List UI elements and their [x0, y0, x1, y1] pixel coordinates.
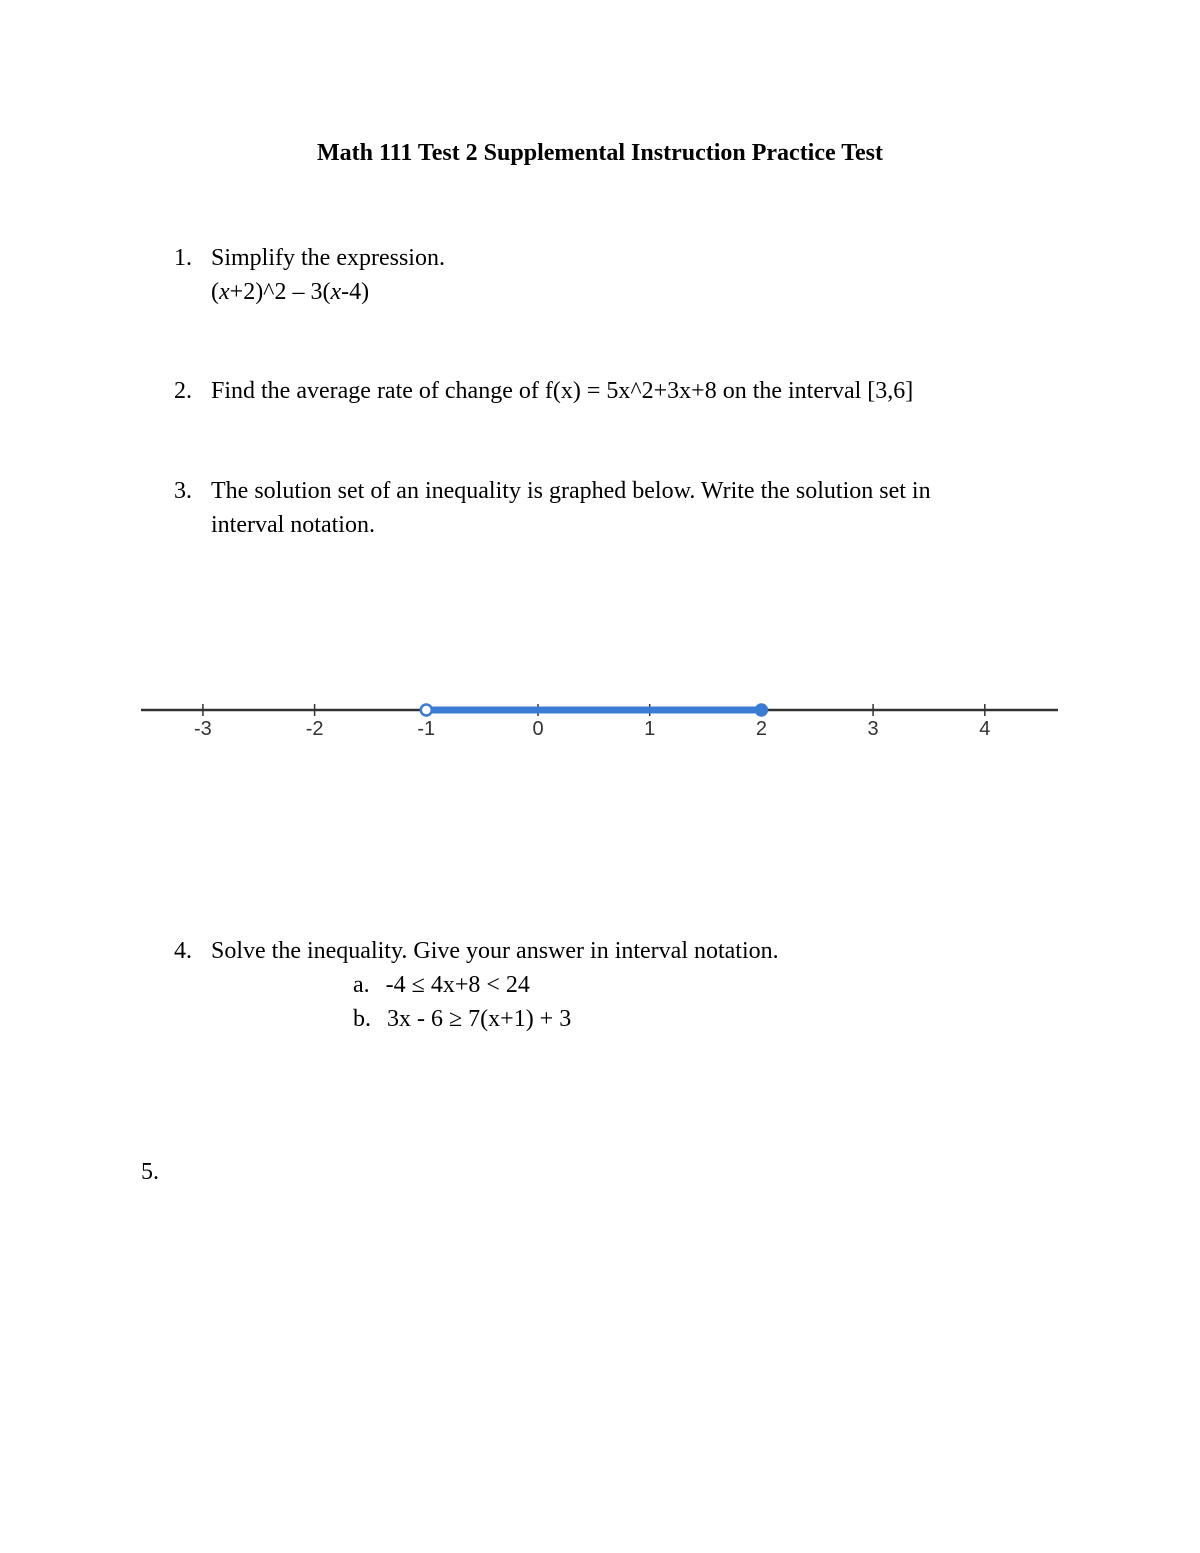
- closed-endpoint: [756, 705, 767, 716]
- question-number: 5.: [141, 1159, 159, 1185]
- tick-label: 1: [644, 718, 656, 740]
- question-text-continued: interval notation.: [211, 512, 375, 538]
- question-expression: (x+2)^2 – 3(x-4): [211, 279, 370, 305]
- part-label: b.: [353, 1006, 371, 1032]
- tick-label: -3: [194, 718, 212, 740]
- part-text: -4 ≤ 4x+8 < 24: [385, 972, 530, 998]
- number-line: [0, 680, 1200, 760]
- tick-label: 4: [979, 718, 991, 740]
- question-number: 3.: [174, 478, 192, 504]
- question-4a: [353, 968, 530, 1002]
- tick-label: 0: [532, 718, 544, 740]
- question-text: Solve the inequality. Give your answer in interval notation.: [211, 938, 779, 964]
- tick-label: -2: [305, 718, 324, 740]
- question-4b: [353, 1002, 571, 1036]
- part-label: a.: [353, 972, 370, 998]
- page-title: Math 111 Test 2 Supplemental Instruction Practice Test: [316, 140, 884, 166]
- open-endpoint: [421, 705, 432, 716]
- question-text: Simplify the expression.: [211, 245, 445, 271]
- question-text: The solution set of an inequality is graphed below. Write the solution set in: [211, 478, 931, 504]
- tick-label: 2: [755, 718, 767, 740]
- tick-label: 3: [867, 718, 879, 740]
- question-number: 4.: [174, 938, 192, 964]
- question-number: 2.: [174, 378, 192, 404]
- tick-label: -1: [417, 718, 436, 740]
- part-text: 3x - 6 ≥ 7(x+1) + 3: [387, 1006, 572, 1032]
- question-number: 1.: [174, 245, 192, 271]
- question-text: Find the average rate of change of f(x) = 5x^2+3x+8 on the interval [3,6]: [211, 378, 914, 404]
